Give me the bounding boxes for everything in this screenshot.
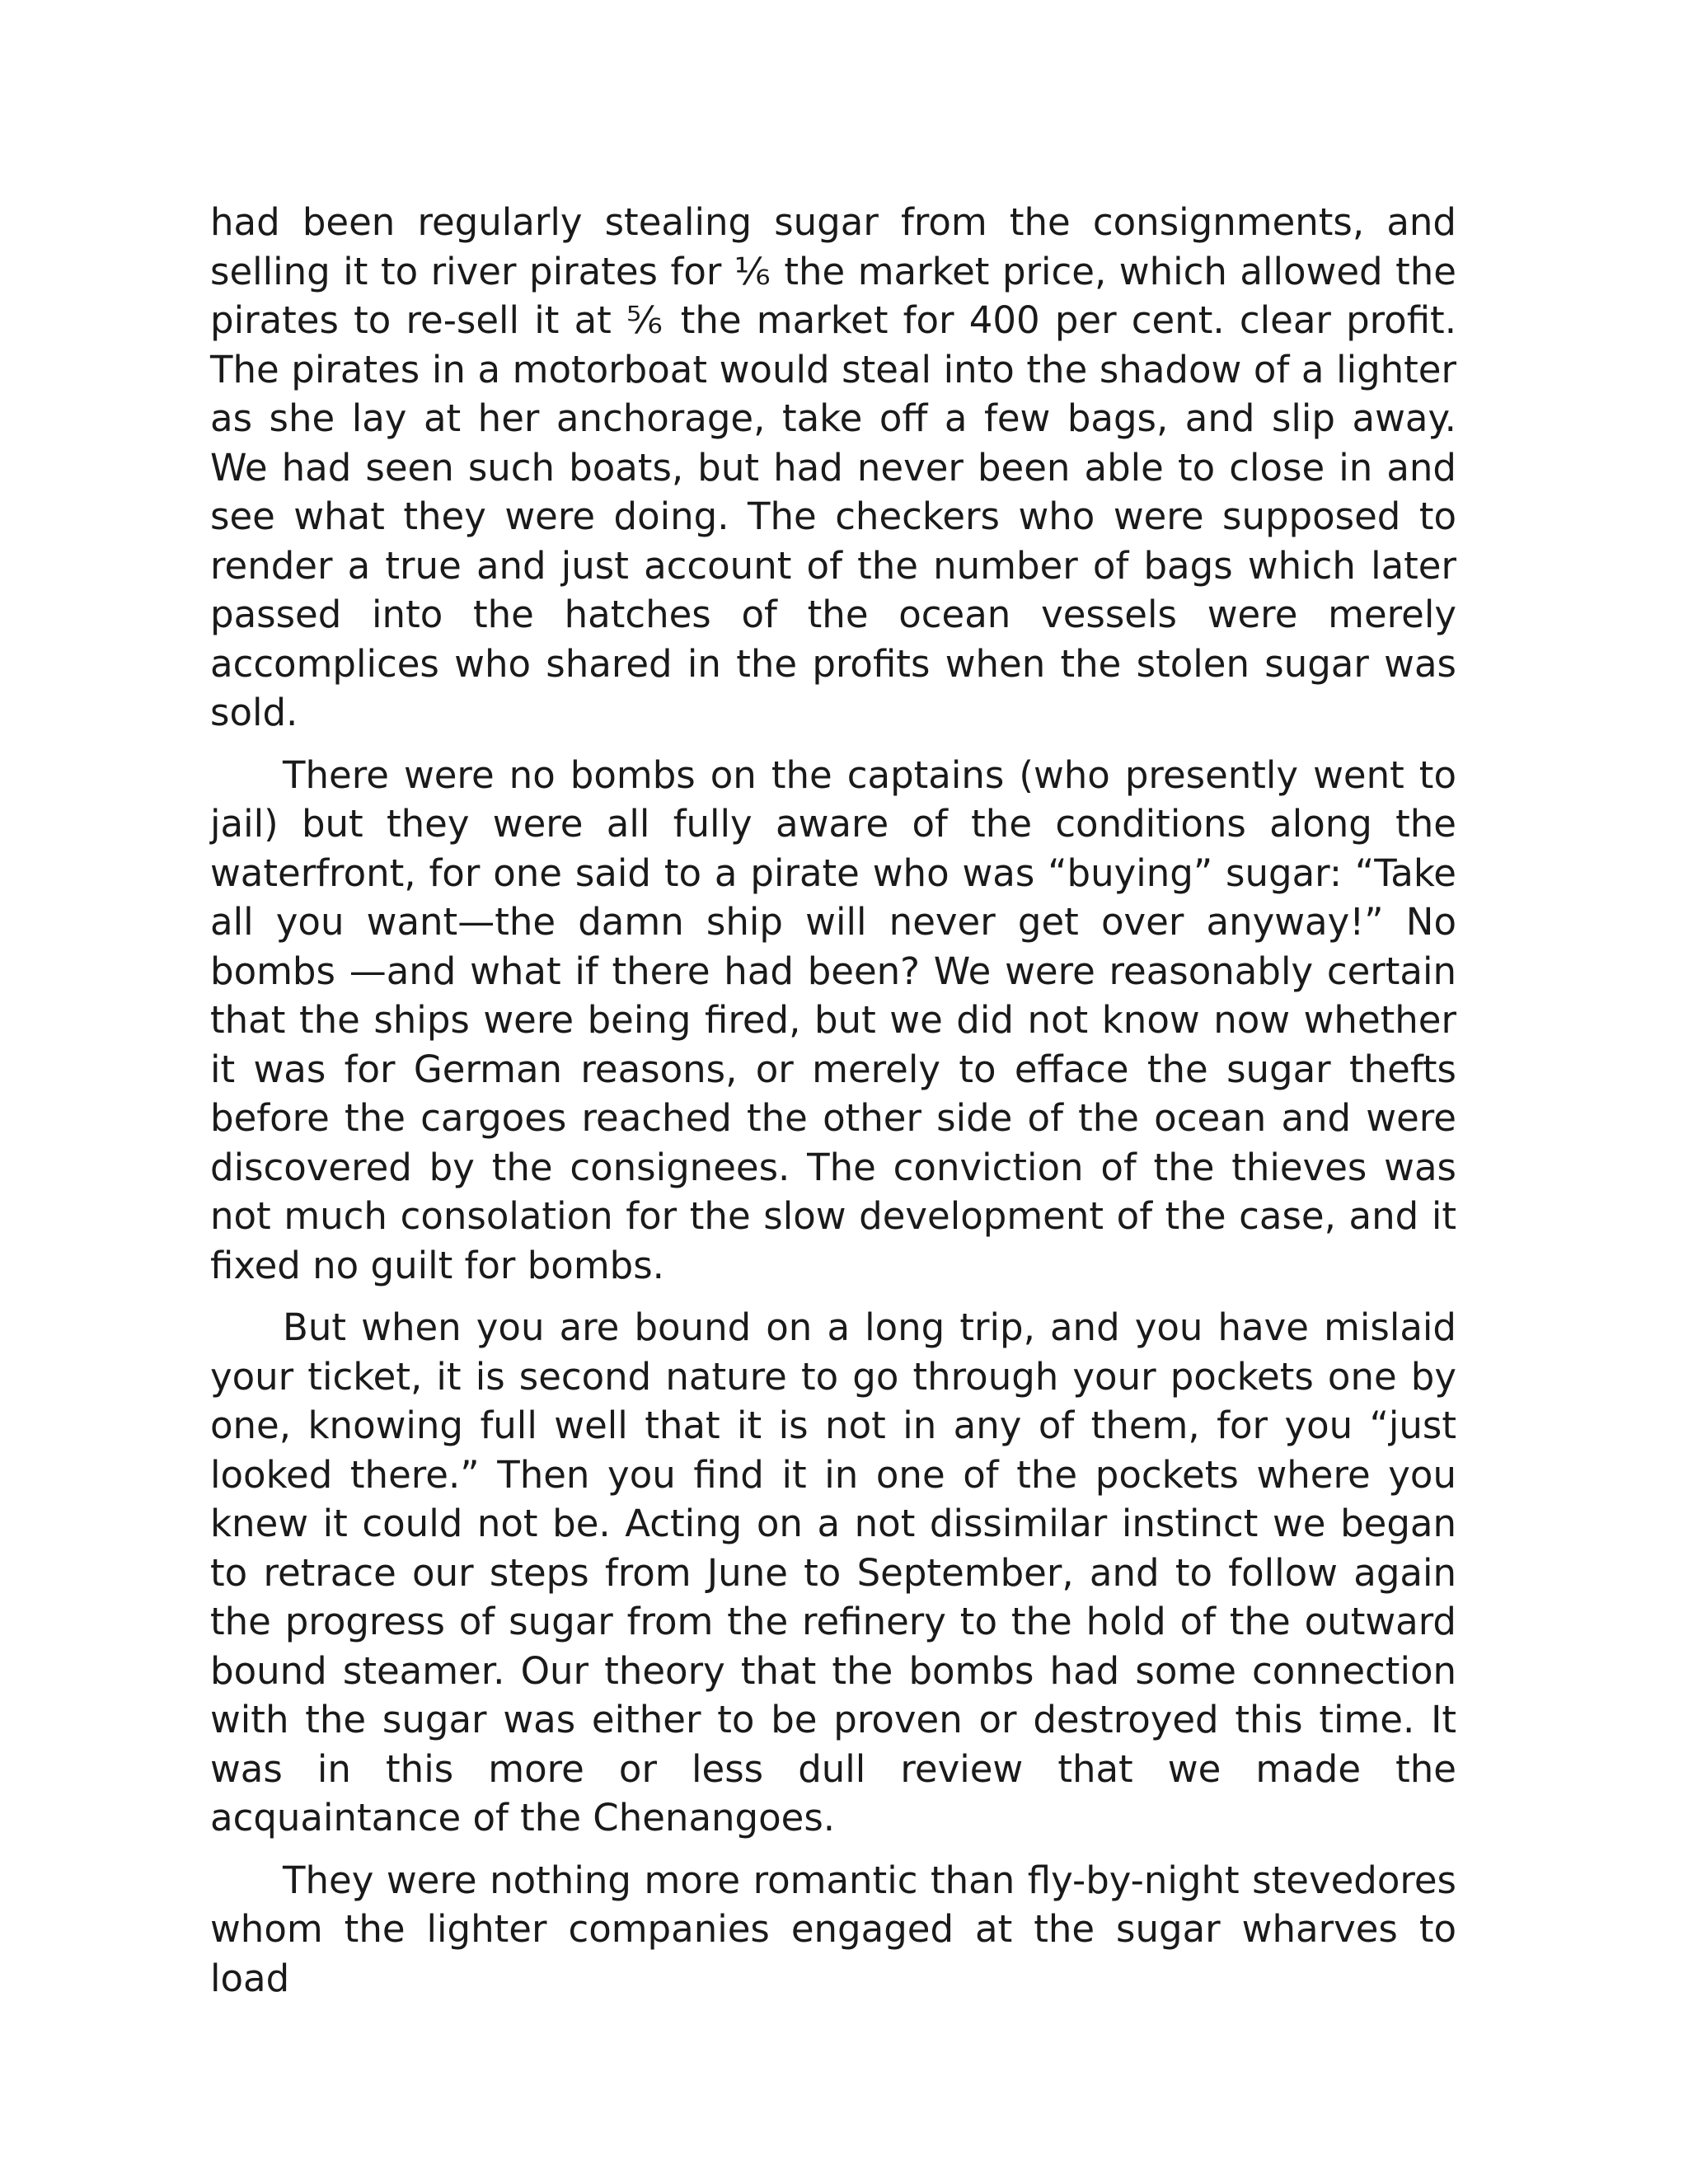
paragraph-captains: There were no bombs on the captains (who presently went to jail) but they were all fully aware of the conditions along the waterfront, for one said to a pirate who was “buying” sugar: “Take all you want—the damn ship will never get over anyway!” No bombs —and what if there had been? We were reasonably certain that the ships were being fired, but we did not know now whether it was for German reasons, or merely to efface the sugar thefts before the cargoes reached the other side of the ocean and were discovered by the consignees. The conviction of the thieves was not much consolation for the slow development of the case, and it fixed no guilt for bombs. <box>210 752 1456 1287</box>
paragraph-ticket-analogy: But when you are bound on a long trip, and you have mislaid your ticket, it is second nature to go through your pockets one by one, knowing full well that it is not in any of them, for you “just looked there.” Then you find it in one of the pockets where you knew it could not be. Acting on a not dissimilar instinct we began to retrace our steps from June to September, and to follow again the progress of sugar from the refinery to the hold of the outward bound steamer. Our theory that the bombs had some connection with the sugar was either to be proven or destroyed this time. It was in this more or less dull review that we made the acquaintance of the Chenangoes. <box>210 1305 1456 1840</box>
paragraph-chenangoes: They were nothing more romantic than fly-by-night stevedores whom the lighter companies engaged at the sugar wharves to load <box>210 1858 1456 2000</box>
document-page <box>210 198 1456 2016</box>
paragraph-continuation: had been regularly stealing sugar from the consignments, and selling it to river pirates for ⅙ the market price, which allowed the pirates to re-sell it at ⅚ the market for 400 per cent. clear profit. The pirates in a motorboat would steal into the shadow of a lighter as she lay at her anchorage, take off a few bags, and slip away. We had seen such boats, but had never been able to close in and see what they were doing. The checkers who were supposed to render a true and just account of the number of bags which later passed into the hatches of the ocean vessels were merely accomplices who shared in the profits when the stolen sugar was sold. <box>210 200 1456 734</box>
